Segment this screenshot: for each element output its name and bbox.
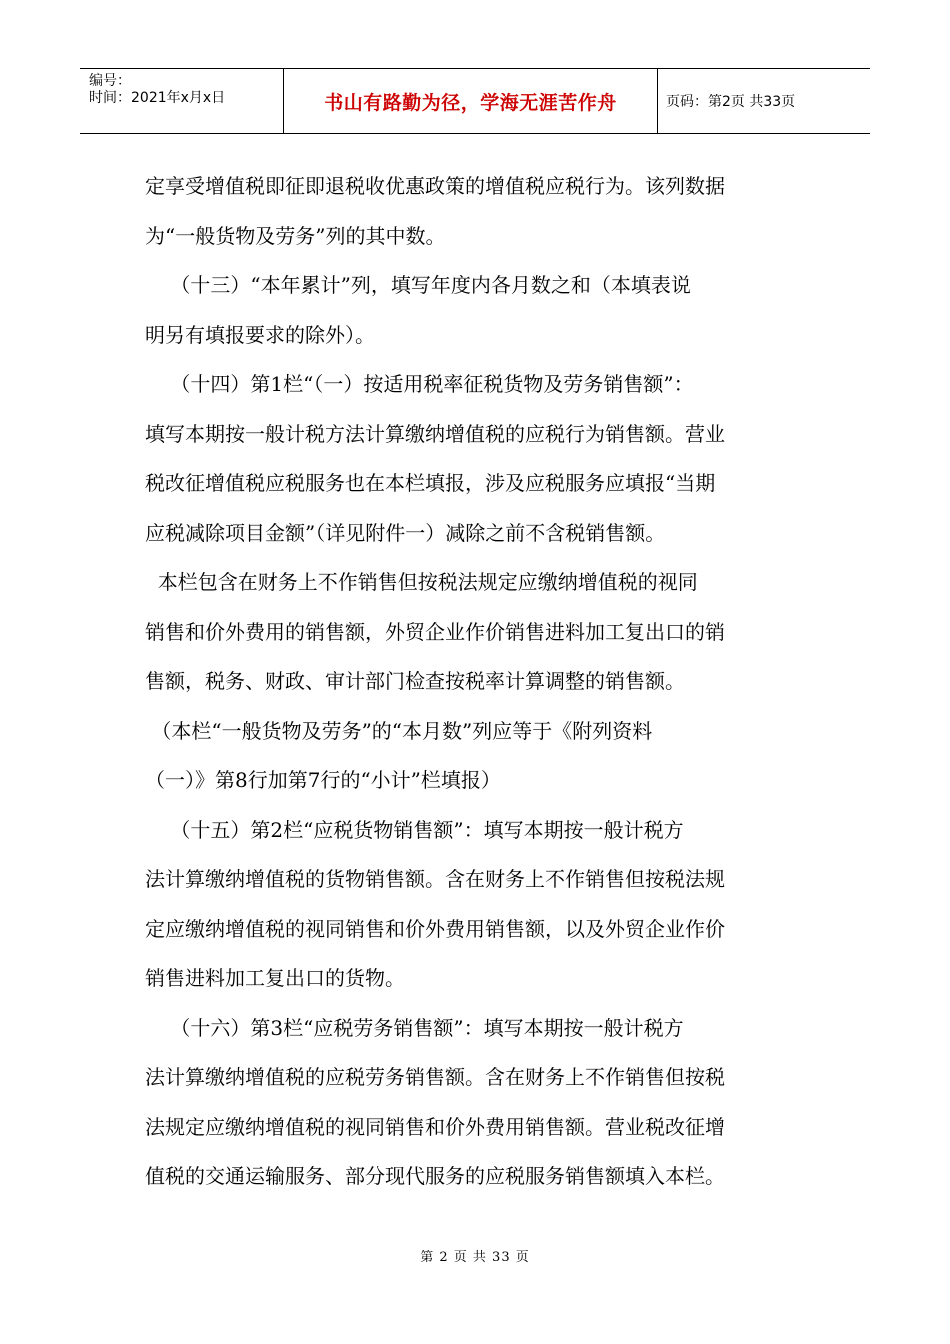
text-line: 法计算缴纳增值税的应税劳务销售额。含在财务上不作销售但按税 [145,1065,725,1089]
text-line: 税改征增值税应税服务也在本栏填报，涉及应税服务应填报“当期 [145,471,716,495]
text-line: 为“一般货物及劳务”列的其中数。 [145,223,446,248]
text-line: 填写本期按一般计税方法计算缴纳增值税的应税行为销售额。营业 [145,421,725,446]
text-line: 定应缴纳增值税的视同销售和价外费用销售额，以及外贸企业作价 [145,916,725,941]
header-meta [80,69,283,133]
time-label: 时间：2021年x月x日 [89,90,226,106]
text-line: 销售进料加工复出口的货物。 [145,966,405,990]
text-line: （十三）“本年累计”列，填写年度内各月数之和（本填表说 [145,273,691,297]
text-line: 售额，税务、财政、审计部门检查按税率计算调整的销售额。 [145,669,685,693]
text-line: 法计算缴纳增值税的货物销售额。含在财务上不作销售但按税法规 [145,867,725,891]
page-footer: 第 2 页 共 33 页 [420,1250,530,1265]
text-line: 本栏包含在财务上不作销售但按税法规定应缴纳增值税的视同 [145,570,698,594]
text-line: （十四）第1栏“（一）按适用税率征税货物及劳务销售额”： [145,372,694,396]
page-header [80,68,870,134]
document-body [145,162,815,1202]
text-line: 应税减除项目金额”（详见附件一）减除之前不含税销售额。 [145,520,666,545]
text-line: （十六）第3栏“应税劳务销售额”：填写本期按一般计税方 [145,1015,684,1040]
text-line: 明另有填报要求的除外）。 [145,322,375,347]
number-label: 编号： [89,73,131,89]
text-line: 定享受增值税即征即退税收优惠政策的增值税应税行为。该列数据 [145,174,725,198]
text-line: （十五）第2栏“应税货物销售额”：填写本期按一般计税方 [145,817,684,842]
header-page-info: 页码：第2页 共33页 [666,94,796,110]
text-line: （一）》第8行加第7行的“小计”栏填报） [145,768,501,792]
text-line: 法规定应缴纳增值税的视同销售和价外费用销售额。营业税改征增 [145,1114,725,1139]
text-line: 值税的交通运输服务、部分现代服务的应税服务销售额填入本栏。 [145,1164,725,1188]
text-line: 销售和价外费用的销售额，外贸企业作价销售进料加工复出口的销 [145,619,725,644]
text-line: （本栏“一般货物及劳务”的“本月数”列应等于《附列资料 [145,718,653,743]
header-motto: 书山有路勤为径，学海无涯苦作舟 [283,69,658,133]
